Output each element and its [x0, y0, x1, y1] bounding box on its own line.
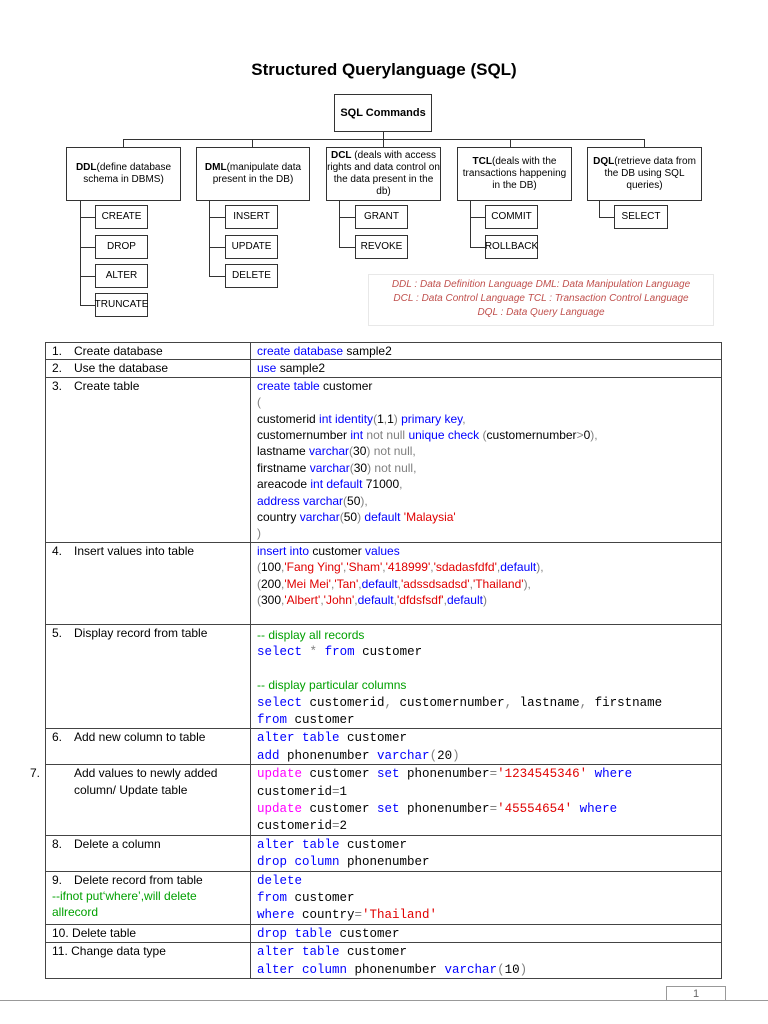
table-row: 10. Delete table drop table customer — [46, 924, 722, 942]
sql-code: create database sample2 — [251, 343, 722, 360]
ddl-item-drop: DROP — [95, 235, 148, 259]
table-row: 3. Create table create table customer ( customerid int identity(1,1) primary key, customernumber int not null unique check (customernumber>0), lastname varchar(30) not null, firstname varchar(30) not null, areacode int default 71000, address varchar(50), country varchar(50) default 'Malaysia' ) — [46, 377, 722, 542]
sql-code: insert into customer values (100,'Fang Ying','Sham','418999','sdadasfdfd',default), (200,'Mei Mei','Tan',default,'adssdsadsd','Thailand'), (300,'Albert','John',default,'dfdsfsdf',default) — [251, 542, 722, 624]
ddl-item-create: CREATE — [95, 205, 148, 229]
table-row: 2. Use the database use sample2 — [46, 360, 722, 377]
footer-divider — [0, 1000, 768, 1001]
sql-code: alter table customer drop column phonenumber — [251, 835, 722, 871]
tcl-item-rollback: ROLLBACK — [485, 235, 538, 259]
dql-node: DQL(retrieve data from the DB using SQL queries) — [587, 147, 702, 201]
page-number: 1 — [666, 986, 726, 1001]
tcl-node: TCL(deals with the transactions happening in the DB) — [457, 147, 572, 201]
dcl-item-grant: GRANT — [355, 205, 408, 229]
sql-code: alter table customer add phonenumber varchar(20) — [251, 729, 722, 765]
table-row: 5. Display record from table -- display all records select * from customer -- display particular columns select customerid, customernumber, lastname, firstname from customer — [46, 624, 722, 728]
sql-code: delete from customer where country='Thailand' — [251, 871, 722, 924]
delete-warning-note: --ifnot put‘where’,will delete allrecord — [52, 888, 197, 920]
sql-code: use sample2 — [251, 360, 722, 377]
dml-item-update: UPDATE — [225, 235, 278, 259]
table-row: 11. Change data type alter table customer alter column phonenumber varchar(10) — [46, 943, 722, 979]
dml-item-delete: DELETE — [225, 264, 278, 288]
sql-reference-table — [30, 342, 722, 979]
sql-code: update customer set phonenumber='1234545346' where customerid=1 update customer set phonenumber='45554654' where customerid=2 — [251, 765, 722, 836]
ddl-node: DDL(define database schema in DBMS) — [66, 147, 181, 201]
dcl-node: DCL (deals with access rights and data control on the data present in the db) — [326, 147, 441, 201]
dcl-item-revoke: REVOKE — [355, 235, 408, 259]
page-title: Structured Querylanguage (SQL) — [251, 60, 517, 79]
table-row: 4. Insert values into table insert into customer values (100,'Fang Ying','Sham','418999','sdadasfdfd',default), (200,'Mei Mei','Tan',default,'adssdsadsd','Thailand'), (300,'Albert','John',default,'dfdsfsdf',default) — [46, 542, 722, 624]
table-row: 1. Create database create database sample2 — [46, 343, 722, 360]
dql-item-select: SELECT — [614, 205, 668, 229]
sql-code: create table customer ( customerid int identity(1,1) primary key, customernumber int not null unique check (customernumber>0), lastname varchar(30) not null, firstname varchar(30) not null, areacode int default 71000, address varchar(50), country varchar(50) default 'Malaysia' ) — [251, 377, 722, 542]
root-node: SQL Commands — [334, 94, 432, 132]
sql-code: -- display all records select * from customer -- display particular columns select customerid, customernumber, lastname, firstname from customer — [251, 624, 722, 728]
table-row: 9. Delete record from table --ifnot put‘where’,will delete allrecord delete from customer where country='Thailand' — [46, 871, 722, 924]
dml-item-insert: INSERT — [225, 205, 278, 229]
sql-code: drop table customer — [251, 924, 722, 942]
tcl-item-commit: COMMIT — [485, 205, 538, 229]
ddl-item-alter: ALTER — [95, 264, 148, 288]
table-row: 7. Add values to newly added column/ Update table update customer set phonenumber='1234545346' where customerid=1 update customer set phonenumber='45554654' where customerid=2 — [46, 765, 722, 836]
sql-code: alter table customer alter column phonenumber varchar(10) — [251, 943, 722, 979]
ddl-item-truncate: TRUNCATE — [95, 293, 148, 317]
abbreviation-legend: DDL : Data Definition Language DML: Data Manipulation Language DCL : Data Control Language TCL : Transaction Control Language DQL : Data Query Language — [368, 274, 714, 326]
table-row: 8. Delete a column alter table customer drop column phonenumber — [46, 835, 722, 871]
dml-node: DML(manipulate data present in the DB) — [196, 147, 310, 201]
table-row: 6. Add new column to table alter table customer add phonenumber varchar(20) — [46, 729, 722, 765]
